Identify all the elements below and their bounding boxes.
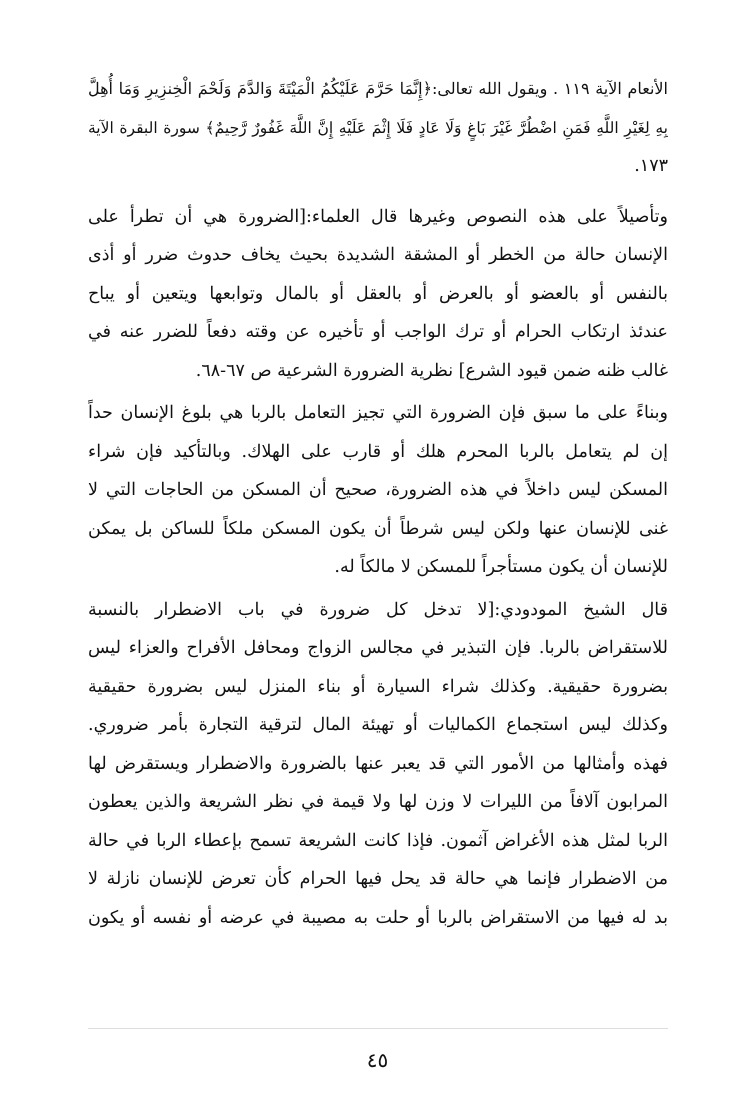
text-line: ١٧٣. xyxy=(634,156,668,176)
text-line: المرابون آلافاً من الليرات لا وزن لها ولا قيمة في نظر الشريعة والذين يعطون xyxy=(88,792,668,812)
text-line: وتأصيلاً على هذه النصوص وغيرها قال العلماء:[الضرورة هي أن تطرأ على xyxy=(88,206,668,227)
page-number: ٤٥ xyxy=(366,1048,389,1072)
text-line: عندئذ ارتكاب الحرام أو ترك الواجب أو تأخيره عن وقته دفعاً للضرر عنه في xyxy=(88,322,668,342)
text-line: بد له فيها من الاستقراض بالربا أو حلت به مصيبة في عرضه أو نفسه أو يكون xyxy=(88,907,668,928)
text-line: للاستقراض بالربا. فإن التبذير في مجالس الزواج ومحافل الأفراح والعزاء ليس xyxy=(88,638,668,658)
text-line: قال الشيخ المودودي:[لا تدخل كل ضرورة في باب الاضطرار بالنسبة xyxy=(88,599,668,620)
text-line: للإنسان أن يكون مستأجراً للمسكن لا مالكاً له. xyxy=(334,557,668,577)
intro-paragraph xyxy=(88,70,668,186)
paragraph-conclusion xyxy=(88,394,668,587)
text-line: بِهِ لِغَيْرِ اللَّهِ فَمَنِ اضْطُرَّ غَيْرَ بَاغٍ وَلَا عَادٍ فَلَا إِثْمَ عَلَيْهِ إِنَّ اللَّهَ غَفُورٌ رَّحِيمٌ﴾ سورة البقرة الآية xyxy=(88,118,668,137)
paragraph-spacer xyxy=(88,186,668,198)
paragraph-definition xyxy=(88,198,668,391)
text-line: بالنفس أو بالعضو أو بالعرض أو بالعقل أو بالمال وتوابعها ويتعين أو يباح xyxy=(88,283,668,304)
text-line: الإنسان حالة من الخطر أو المشقة الشديدة بحيث يخاف حدوث ضرر أو أذى xyxy=(88,245,668,265)
text-line: غنى للإنسان عنها ولكن ليس شرطاً أن يكون المسكن ملكاً للساكن بل يمكن xyxy=(88,518,668,539)
text-line: وكذلك ليس استجماع الكماليات أو تهيئة المال لترقية التجارة بأمر ضروري. xyxy=(88,715,668,735)
text-line: غالب ظنه ضمن قيود الشرع] نظرية الضرورة الشرعية ص ٦٧-٦٨. xyxy=(195,360,668,381)
text-line: إن لم يتعامل بالربا المحرم هلك أو قارب على الهلاك. وبالتأكيد فإن شراء xyxy=(88,441,668,462)
text-line: من الاضطرار فإنما هي حالة قد يحل فيها الحرام كأن تعرض للإنسان نازلة لا xyxy=(88,869,668,889)
text-line: فهذه وأمثالها من الأمور التي قد يعبر عنها بالضرورة والاضطرار ويستقرض لها xyxy=(88,753,668,774)
text-line: وبناءً على ما سبق فإن الضرورة التي تجيز التعامل بالربا هي بلوغ الإنسان حداً xyxy=(88,403,668,423)
text-line: الأنعام الآية ١١٩ . ويقول الله تعالى:﴿إِنَّمَا حَرَّمَ عَلَيْكُمُ الْمَيْتَةَ وَالدَّمَ وَلَحْمَ الْخِنزِيرِ وَمَا أُهِلَّ xyxy=(88,79,668,98)
text-line: الربا لمثل هذه الأغراض آثمون. فإذا كانت الشريعة تسمح بإعطاء الربا في حالة xyxy=(88,830,668,851)
page-body xyxy=(88,70,668,937)
text-line: بضرورة حقيقية. وكذلك شراء السيارة أو بناء المنزل ليس بضرورة حقيقية xyxy=(88,676,668,697)
paragraph-maududi-quote xyxy=(88,591,668,938)
footer-divider xyxy=(88,1028,668,1029)
text-line: المسكن ليس داخلاً في هذه الضرورة، صحيح أن المسكن من الحاجات التي لا xyxy=(88,480,668,500)
